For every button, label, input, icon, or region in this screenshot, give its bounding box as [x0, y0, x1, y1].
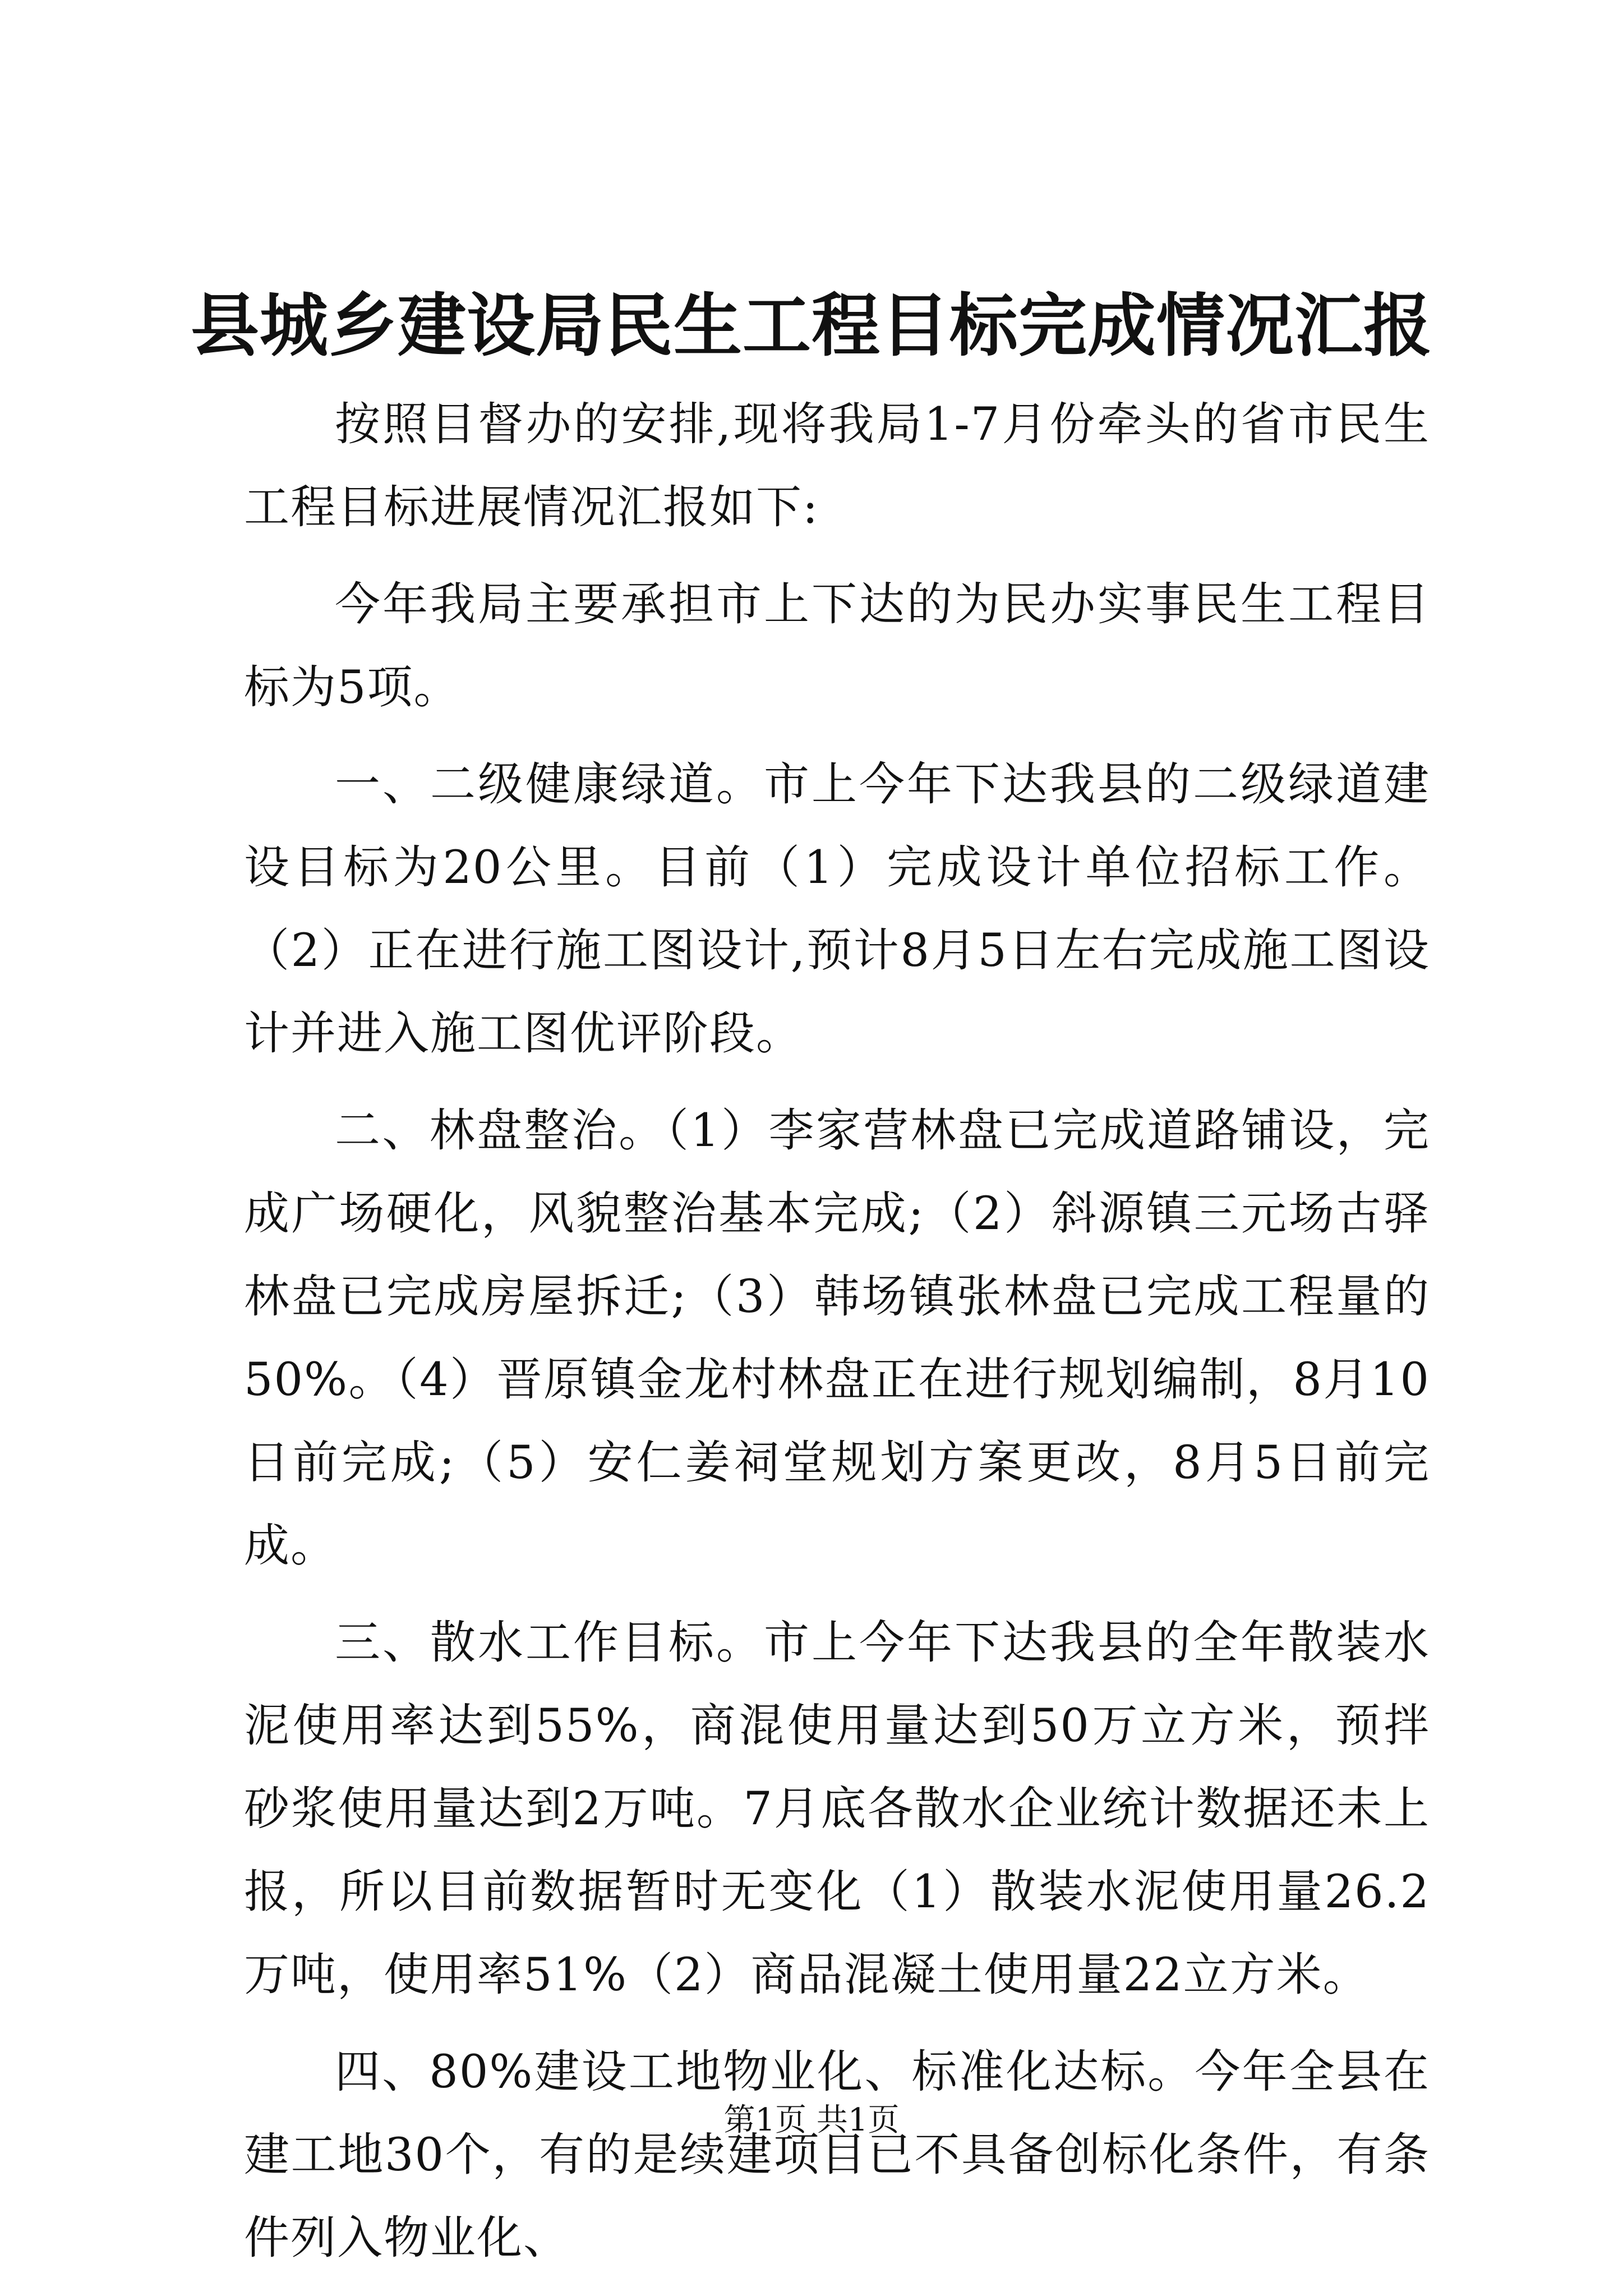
document-title: 县城乡建设局民生工程目标完成情况汇报 — [191, 285, 1432, 366]
paragraph-cement: 三、散水工作目标。市上今年下达我县的全年散装水泥使用率达到55%，商混使用量达到50万立方米，预拌砂浆使用量达到2万吨。7月底各散水企业统计数据还未上报，所以目前数据暂时无变化（1）散装水泥使用量26.2万吨，使用率51%（2）商品混凝土使用量22立方米。 — [244, 1617, 1430, 2001]
paragraph-overview: 今年我局主要承担市上下达的为民办实事民生工程目标为5项。 — [244, 578, 1430, 714]
paragraph-greenway: 一、二级健康绿道。市上今年下达我县的二级绿道建设目标为20公里。目前（1）完成设计单位招标工作。（2）正在进行施工图设计,预计8月5日左右完成施工图设计并进入施工图优评阶段。 — [244, 758, 1430, 1060]
paragraph-construction-sites: 四、80%建设工地物业化、标准化达标。今年全县在建工地30个，有的是续建项目已不具备创标化条件，有条件列入物业化、 — [244, 2046, 1430, 2265]
page-number-footer: 第1页 共1页 — [723, 2102, 900, 2138]
document-body — [244, 383, 1430, 2294]
paragraph-intro: 按照目督办的安排,现将我局1-7月份牵头的省市民生工程目标进展情况汇报如下: — [244, 398, 1430, 534]
paragraph-linpan: 二、林盘整治。（1）李家营林盘已完成道路铺设，完成广场硬化，风貌整治基本完成;（2）斜源镇三元场古驿林盘已完成房屋拆迁;（3）韩场镇张林盘已完成工程量的50%。（4）晋原镇金龙村林盘正在进行规划编制，8月10日前完成;（5）安仁姜祠堂规划方案更改，8月5日前完成。 — [244, 1105, 1430, 1572]
